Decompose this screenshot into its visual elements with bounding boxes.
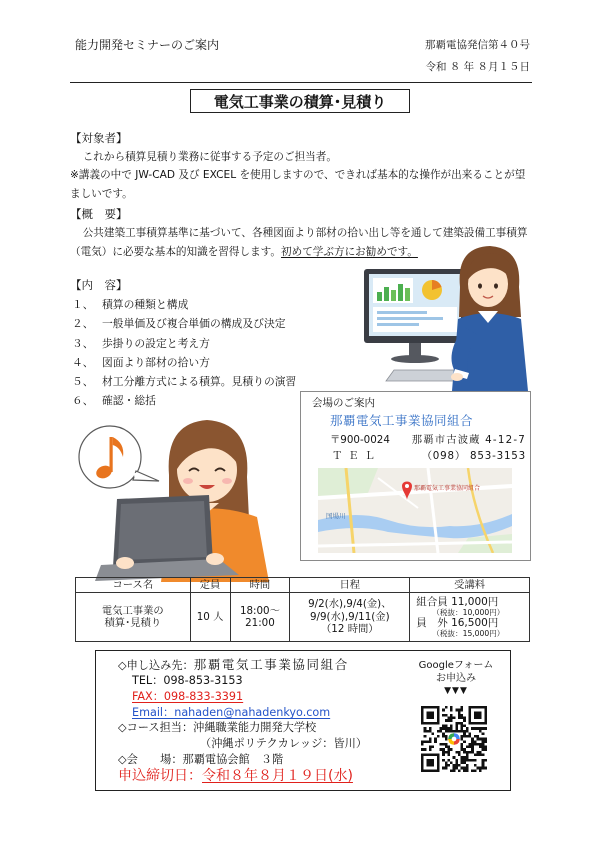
apply-email-link[interactable]: Email：nahaden@nahadenkyo.com [132,706,331,719]
apply-fax[interactable]: FAX：098-833-3391 [132,690,244,703]
course-lead-sub: （沖縄ポリテクカレッジ：皆川） [200,737,368,750]
list-item [70,353,360,372]
item-number: １、 [72,298,94,311]
table-row [76,593,530,642]
apply-tel[interactable]: TEL：098-853-3153 [132,674,243,687]
cell-fee [410,593,530,642]
item-text: 一般単価及び複合単価の構成及び決定 [102,317,286,331]
deadline-label: 申込締切日： [118,768,202,784]
flyer-category: 能力開発セミナーのご案内 [75,38,220,52]
item-text: 材工分離方式による積算。見積りの演習 [102,375,297,389]
item-text: 確認・総括 [102,394,156,408]
deadline-line [118,768,353,785]
item-number: ５、 [72,375,94,389]
venue-box [300,391,531,561]
course-table [75,577,530,642]
apply-to-org: 那覇電気工事業協同組合 [193,657,349,672]
google-form-label: Googleフォーム [418,660,494,671]
page-title: 電気工事業の積算･見積り [190,89,410,113]
cell-course [76,593,191,642]
venue-postcode: 〒900-0024 [330,434,390,446]
header-time: 時間 [230,578,290,593]
course-lead: ◇コース担当：沖縄職業能力開発大学校 [118,721,317,734]
woman-at-computer-illustration [358,243,530,391]
issue-date: 令和 ８ 年 ８月１５日 [425,61,530,73]
fee-nonmember-tax: （税抜：15,000円） [432,629,505,638]
target-heading: 【対象者】 [70,131,128,145]
apply-to-label: ◇申し込み先： [118,659,194,672]
time-end: 21:00 [245,617,275,629]
application-box [95,650,511,791]
header-schedule: 日程 [290,578,410,593]
cell-time [230,593,290,642]
deadline-date: 令和８年８月１９日(水) [202,768,353,784]
header-capacity: 定員 [190,578,230,593]
fee-nonmember: 員 外 16,500円 [416,617,499,629]
item-text: 歩掛りの設定と考え方 [102,336,210,350]
item-number: ６、 [72,394,94,408]
list-item [70,372,360,391]
table-header-row [76,578,530,593]
item-number: ２、 [72,317,94,331]
venue-map[interactable] [318,468,512,553]
content-heading: 【内 容】 [70,278,128,292]
target-text: これから積算見積り業務に従事する予定のご担当者。 [82,151,337,163]
venue-org-name: 那覇電気工事業協同組合 [330,413,474,428]
apply-to-line [118,657,349,673]
overview-text: 公共建築工事積算基準に基づいて、各種図面より部材の拾い出し等を通して建築設備工事積算（電気）に必要な基本的知識を習得します。 [70,227,528,258]
schedule-hours: （12 時間） [321,623,379,636]
fee-member-tax: （税抜：10,000円） [432,608,505,617]
cell-schedule [290,593,410,642]
venue-tel: （098） 853-3153 [421,450,526,462]
header-divider [70,82,532,83]
map-label-venue: 那覇電気工事業協同組合 [414,485,481,492]
overview-emphasis: 初めて学ぶ方にお勧めです。 [281,246,418,258]
list-item [70,295,360,314]
google-form-apply-label: お申込み [436,673,476,684]
schedule-line: 9/9(水),9/11(金) [309,610,390,623]
qr-code-icon[interactable] [421,706,487,772]
course-name-line: 電気工事業の [101,604,164,617]
header-fee: 受講料 [410,578,530,593]
header-course: コース名 [76,578,191,593]
item-number: ４、 [72,355,94,369]
down-arrows-icon: ▼▼▼ [444,686,468,696]
venue-heading: 会場のご案内 [312,397,375,409]
schedule-line: 9/2(水),9/4(金)、 [308,598,392,611]
item-text: 積算の種類と構成 [102,298,189,311]
list-item [70,314,360,333]
document-number: 那覇電協発信第４０号 [425,39,530,51]
time-start: 18:00～ [239,604,280,617]
overview-heading: 【概 要】 [70,207,128,221]
woman-with-laptop-illustration [73,407,273,582]
fee-member: 組合員 11,000円 [416,596,499,608]
item-number: ３、 [72,336,94,350]
target-note: ※講義の中で JW-CAD 及び EXCEL を使用しますので、できれば基本的な操作が出来ることが望ましいです。 [70,169,526,200]
item-text: 図面より部材の拾い方 [102,355,210,369]
course-name-line: 積算･見積り [104,617,162,629]
seminar-place: ◇会 場：那覇電協会館 ３階 [118,753,284,766]
venue-tel-label: ＴＥＬ [332,450,381,462]
map-label-river: 国場川 [326,512,346,520]
list-item [70,334,360,353]
venue-address: 那覇市古波蔵 4-12-7 [411,434,526,446]
cell-capacity: 10 人 [190,593,230,642]
